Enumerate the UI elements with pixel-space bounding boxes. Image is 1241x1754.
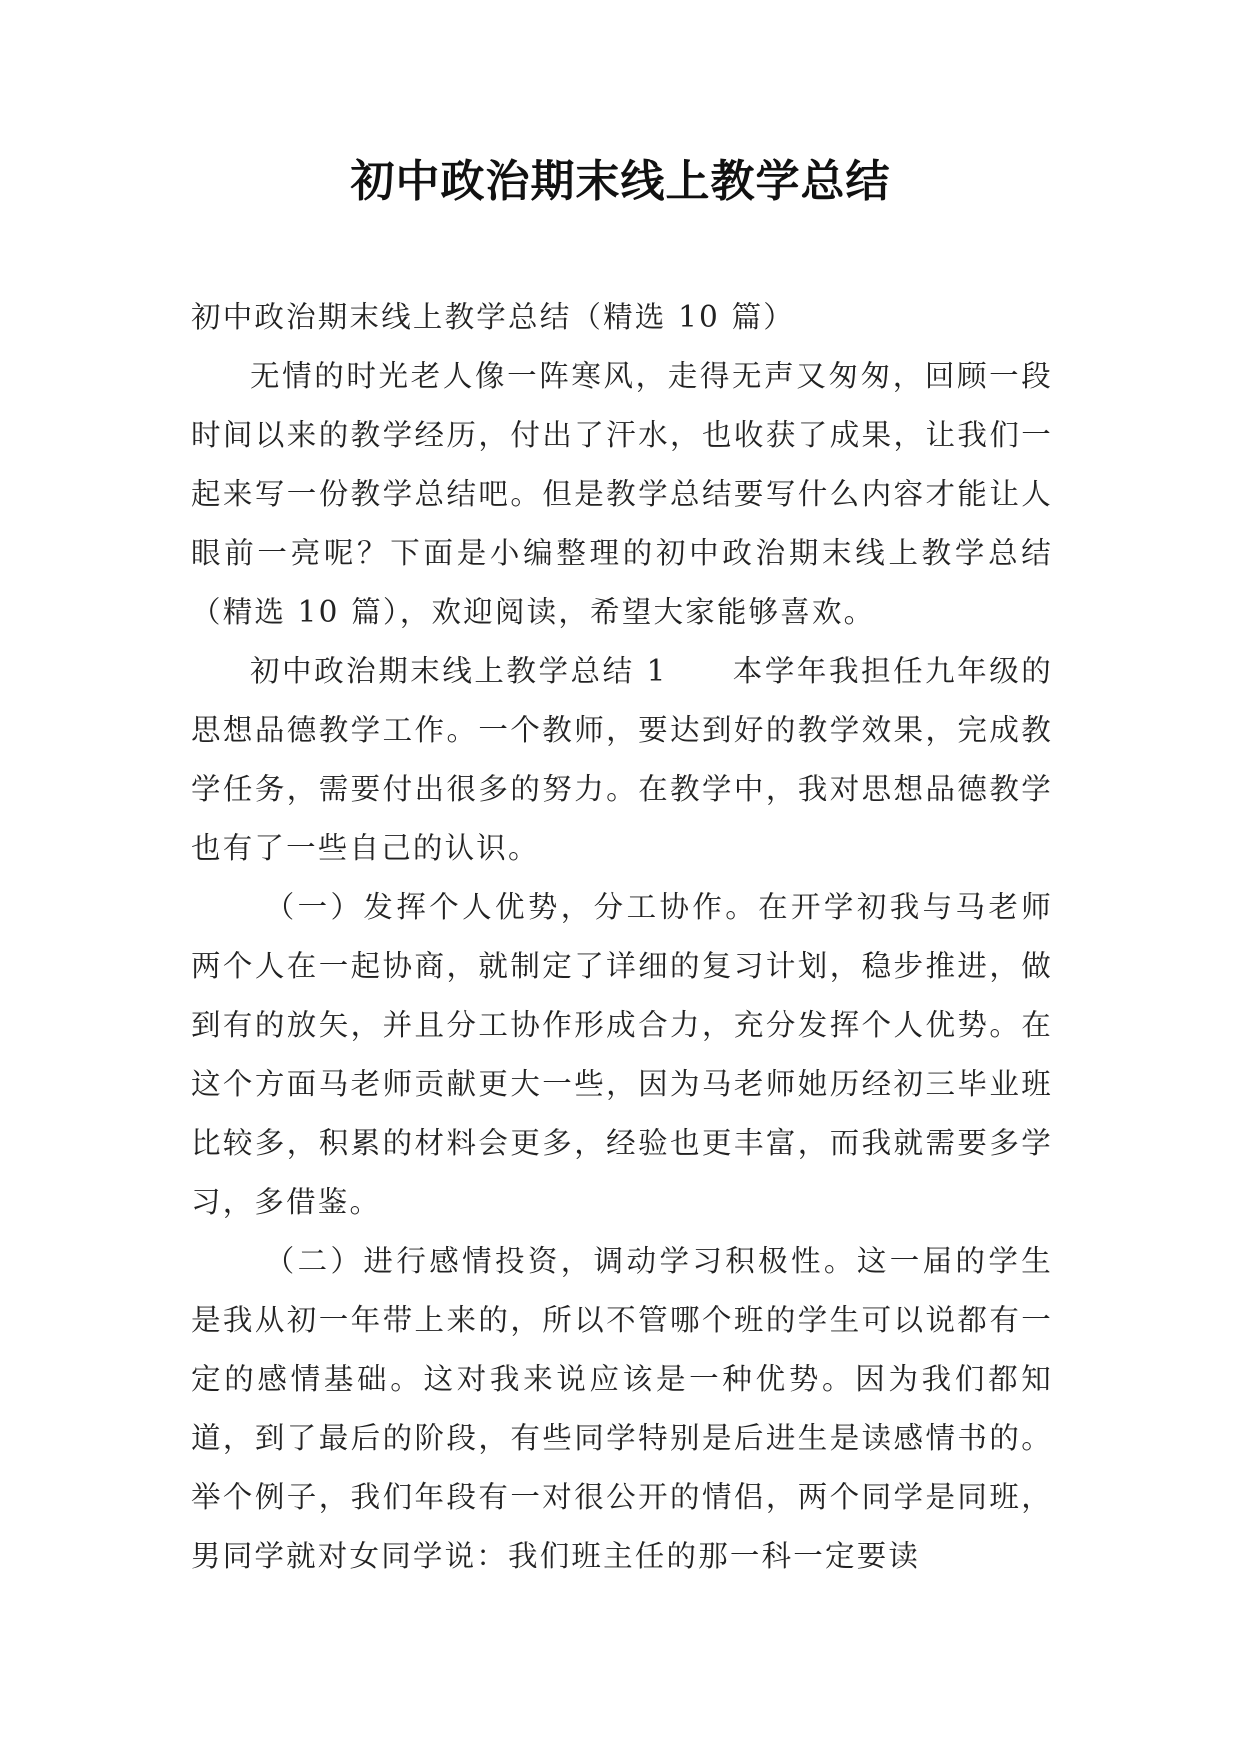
section-1-text: 本学年我担任九年级的思想品德教学工作。一个教师，要达到好的教学效果，完成教学任务，需要付出很多的努力。在教学中，我对思想品德教学也有了一些自己的认识。	[191, 654, 1053, 865]
section-1-heading: 初中政治期末线上教学总结 1	[250, 654, 668, 688]
point-2-paragraph: （二）进行感情投资，调动学习积极性。这一届的学生是我从初一年带上来的，所以不管哪个班的学生可以说都有一定的感情基础。这对我来说应该是一种优势。因为我们都知道，到了最后的阶段，有些同学特别是后进生是读感情书的。举个例子，我们年段有一对很公开的情侣，两个同学是同班，男同学就对女同学说：我们班主任的那一科一定要读	[191, 1244, 1053, 1573]
point-1-paragraph: （一）发挥个人优势，分工协作。在开学初我与马老师两个人在一起协商，就制定了详细的复习计划，稳步推进，做到有的放矢，并且分工协作形成合力，充分发挥个人优势。在这个方面马老师贡献更大一些，因为马老师她历经初三毕业班比较多，积累的材料会更多，经验也更丰富，而我就需要多学习，多借鉴。	[191, 890, 1053, 1219]
intro-paragraph: 无情的时光老人像一阵寒风，走得无声又匆匆，回顾一段时间以来的教学经历，付出了汗水，也收获了成果，让我们一起来写一份教学总结吧。但是教学总结要写什么内容才能让人眼前一亮呢？下面是小编整理的初中政治期末线上教学总结（精选 10 篇），欢迎阅读，希望大家能够喜欢。	[191, 359, 1053, 629]
section-1-paragraph	[191, 642, 1053, 878]
document-title: 初中政治期末线上教学总结	[350, 156, 891, 207]
document-subtitle: 初中政治期末线上教学总结（精选 10 篇）	[191, 300, 795, 334]
document-body	[191, 288, 1053, 1586]
